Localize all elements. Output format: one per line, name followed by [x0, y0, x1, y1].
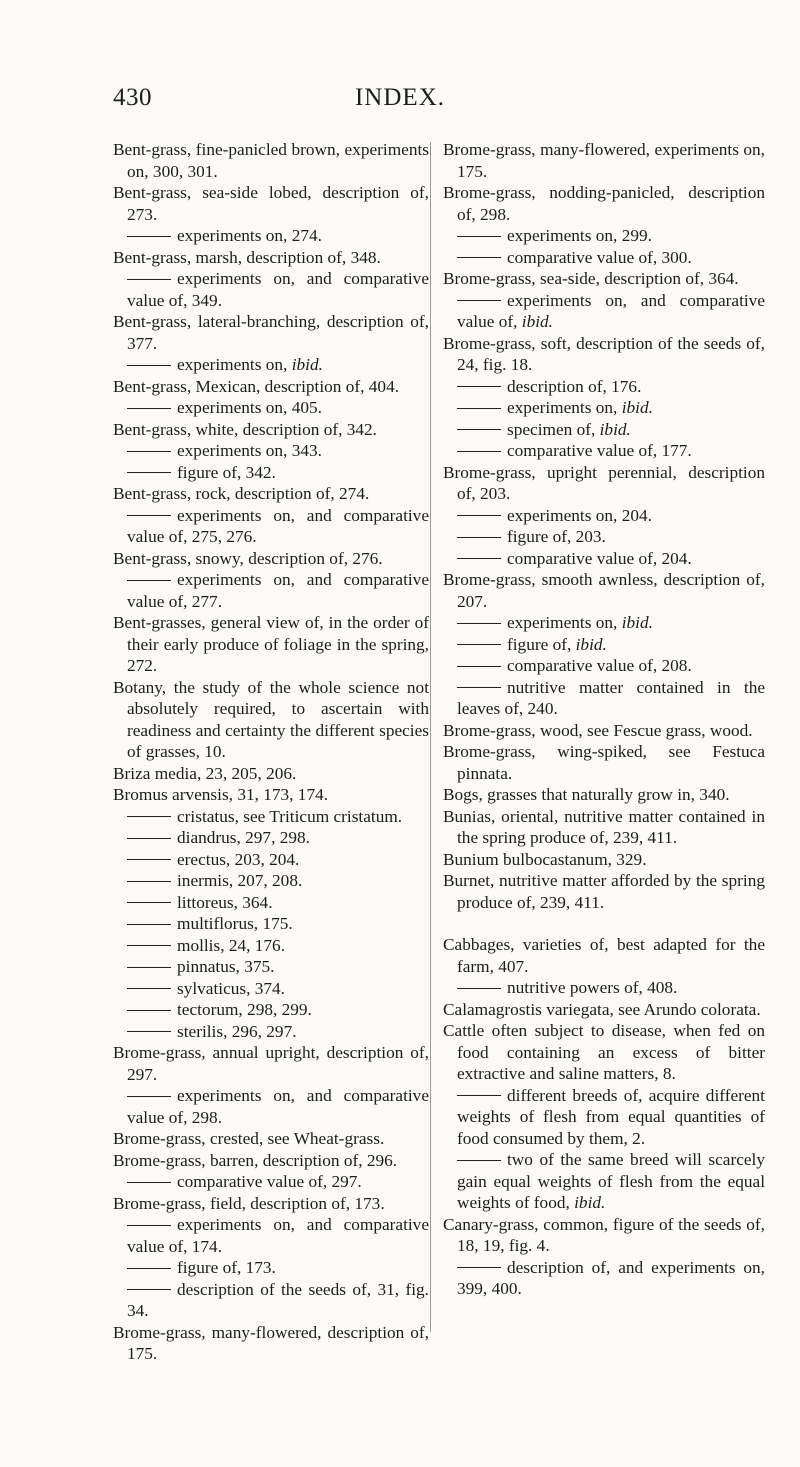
entry-text: Brome-grass, barren, description of, 296. — [113, 1150, 398, 1170]
index-entry — [113, 247, 429, 269]
entry-text: Bent-grass, sea-side lobed, description of, 273. — [113, 183, 429, 224]
index-subentry — [443, 397, 765, 419]
entry-text: Bent-grass, white, description of, 342. — [113, 419, 377, 439]
entry-text: multiflorus, 175. — [177, 914, 293, 933]
index-subentry — [113, 440, 429, 462]
index-entry — [443, 1214, 765, 1257]
index-entry — [443, 569, 765, 612]
entry-text: Brome-grass, smooth awnless, description of, 207. — [443, 570, 765, 611]
index-subentry — [443, 677, 765, 720]
ditto-dash — [127, 924, 171, 925]
index-subentry — [113, 978, 429, 1000]
entry-text: experiments on, 299. — [507, 226, 652, 245]
index-subentry — [443, 225, 765, 247]
ditto-dash — [457, 451, 501, 452]
ditto-dash — [127, 472, 171, 473]
ditto-dash — [457, 386, 501, 387]
index-subentry — [443, 376, 765, 398]
index-entry — [443, 741, 765, 784]
entry-text: Bent-grass, marsh, description of, 348. — [113, 247, 381, 267]
index-column-left — [113, 139, 429, 1365]
ditto-dash — [457, 515, 501, 516]
entry-text: Brome-grass, soft, description of the seeds of, 24, fig. 18. — [443, 333, 765, 374]
index-entry — [113, 1322, 429, 1365]
index-subentry — [113, 397, 429, 419]
index-subentry — [443, 526, 765, 548]
index-subentry — [113, 913, 429, 935]
index-entry — [113, 139, 429, 182]
entry-text: experiments on, 274. — [177, 226, 322, 245]
entry-text: Bunias, oriental, nutritive matter contained in the spring produce of, 239, 411. — [443, 806, 765, 847]
entry-text: Bent-grass, Mexican, description of, 404. — [113, 376, 400, 396]
index-subentry — [443, 1149, 765, 1214]
index-entry — [443, 333, 765, 376]
index-subentry — [443, 612, 765, 634]
ditto-dash — [457, 644, 501, 645]
index-entry — [443, 934, 765, 977]
index-entry — [113, 1042, 429, 1085]
entry-text: description of, 176. — [507, 376, 642, 396]
entry-text: Bogs, grasses that naturally grow in, 340. — [443, 785, 730, 804]
entry-text: Brome-grass, upright perennial, description of, 203. — [443, 462, 765, 503]
ditto-dash — [127, 816, 171, 817]
ditto-dash — [127, 1268, 171, 1269]
index-entry — [113, 612, 429, 677]
entry-text: mollis, 24, 176. — [177, 935, 286, 955]
index-entry — [443, 1020, 765, 1085]
ditto-dash — [127, 902, 171, 903]
entry-text: Bent-grass, rock, description of, 274. — [113, 484, 370, 503]
index-subentry — [113, 268, 429, 311]
index-subentry — [113, 849, 429, 871]
entry-text: experiments on, 343. — [177, 441, 322, 460]
ditto-dash — [457, 408, 501, 409]
entry-text: Botany, the study of the whole science not absolutely required, to ascertain with readiness and certainty the different species of grasses, 10. — [113, 677, 429, 761]
index-entry — [443, 999, 765, 1021]
ditto-dash — [127, 1031, 171, 1032]
index-subentry — [443, 505, 765, 527]
entry-ibid: ibid. — [621, 398, 653, 417]
index-entry — [113, 763, 429, 785]
ditto-dash — [457, 537, 501, 538]
entry-text: description of, and experiments on, 399, 400. — [457, 1257, 765, 1298]
ditto-dash — [127, 881, 171, 882]
entry-text: nutritive matter contained in the leaves of, 240. — [457, 677, 765, 718]
ditto-dash — [457, 300, 501, 301]
entry-text: Brome-grass, nodding-panicled, description of, 298. — [443, 183, 765, 224]
entry-text: comparative value of, 208. — [507, 656, 692, 675]
page-number: 430 — [113, 84, 152, 111]
ditto-dash — [127, 1225, 171, 1226]
entry-ibid: ibid. — [599, 419, 631, 439]
index-entry — [443, 720, 765, 742]
index-entry — [113, 311, 429, 354]
entry-text: different breeds of, acquire different weights of flesh from equal quantities of food consumed by them, 2. — [457, 1085, 765, 1148]
index-entry — [113, 548, 429, 570]
entry-text: Brome-grass, field, description of, 173. — [113, 1193, 385, 1213]
entry-text: comparative value of, 297. — [177, 1172, 362, 1191]
ditto-dash — [127, 859, 171, 860]
index-entry — [443, 849, 765, 871]
entry-text: comparative value of, 300. — [507, 247, 692, 267]
entry-text: experiments on, — [177, 355, 292, 374]
index-subentry — [113, 806, 429, 828]
ditto-dash — [127, 279, 171, 280]
ditto-dash — [127, 1289, 171, 1290]
index-subentry — [113, 505, 429, 548]
entry-text: Brome-grass, many-flowered, description of, 175. — [113, 1322, 429, 1363]
entry-text: littoreus, 364. — [177, 892, 273, 912]
index-entry — [443, 870, 765, 913]
entry-ibid: ibid. — [521, 312, 553, 331]
index-subentry — [443, 977, 765, 999]
ditto-dash — [457, 666, 501, 667]
entry-text: erectus, 203, 204. — [177, 849, 300, 869]
index-subentry — [113, 225, 429, 247]
entry-text: experiments on, 204. — [507, 505, 652, 525]
entry-text: experiments on, and comparative value of, 349. — [127, 269, 429, 310]
entry-text: Bromus arvensis, 31, 173, 174. — [113, 785, 329, 804]
index-entry — [113, 182, 429, 225]
entry-text: description of the seeds of, 31, fig. 34. — [127, 1279, 429, 1320]
index-subentry — [113, 1021, 429, 1043]
entry-text: two of the same breed will scarcely gain equal weights of flesh from the equal weights of food, — [457, 1150, 765, 1212]
index-subentry — [443, 655, 765, 677]
entry-text: Brome-grass, annual upright, description of, 297. — [113, 1043, 429, 1084]
index-entry — [113, 419, 429, 441]
entry-text: sterilis, 296, 297. — [177, 1021, 297, 1041]
entry-text: experiments on, and comparative value of, — [457, 290, 765, 331]
entry-text: experiments on, 405. — [177, 398, 322, 417]
entry-text: specimen of, — [507, 419, 600, 439]
index-subentry — [113, 870, 429, 892]
entry-text: Bunium bulbocastanum, 329. — [443, 849, 647, 869]
index-subentry — [113, 1214, 429, 1257]
ditto-dash — [127, 988, 171, 989]
index-entry — [443, 784, 765, 806]
index-subentry — [113, 1171, 429, 1193]
entry-text: experiments on, — [507, 398, 622, 417]
entry-text: tectorum, 298, 299. — [177, 1000, 312, 1019]
ditto-dash — [457, 1095, 501, 1096]
entry-text: Brome-grass, sea-side, description of, 364. — [443, 269, 739, 288]
ditto-dash — [457, 236, 501, 237]
index-subentry — [113, 827, 429, 849]
index-entry — [443, 462, 765, 505]
entry-text: comparative value of, 177. — [507, 441, 692, 460]
entry-text: Briza media, 23, 205, 206. — [113, 763, 297, 783]
ditto-dash — [127, 1096, 171, 1097]
entry-ibid: ibid. — [574, 1193, 606, 1212]
entry-text: experiments on, and comparative value of, 275, 276. — [127, 505, 429, 546]
entry-text: Cabbages, varieties of, best adapted for the farm, 407. — [443, 935, 765, 976]
entry-text: diandrus, 297, 298. — [177, 828, 310, 847]
index-subentry — [113, 569, 429, 612]
entry-text: cristatus, see Triticum cristatum. — [177, 806, 403, 826]
entry-ibid: ibid. — [291, 355, 323, 374]
entry-text: experiments on, — [507, 613, 622, 632]
ditto-dash — [127, 236, 171, 237]
entry-text: Brome-grass, crested, see Wheat-grass. — [113, 1129, 385, 1148]
entry-text: Bent-grasses, general view of, in the order of their early produce of foliage in the spring, 272. — [113, 613, 429, 675]
entry-text: Brome-grass, wing-spiked, see Festuca pinnata. — [443, 742, 765, 783]
ditto-dash — [127, 1182, 171, 1183]
index-entry — [443, 268, 765, 290]
entry-ibid: ibid. — [621, 613, 653, 632]
ditto-dash — [457, 558, 501, 559]
ditto-dash — [127, 365, 171, 366]
index-subentry — [113, 999, 429, 1021]
ditto-dash — [127, 1010, 171, 1011]
entry-text: figure of, 203. — [507, 527, 606, 546]
index-entry — [113, 483, 429, 505]
ditto-dash — [127, 580, 171, 581]
entry-ibid: ibid. — [575, 634, 607, 654]
ditto-dash — [127, 945, 171, 946]
index-subentry — [443, 419, 765, 441]
entry-text: Canary-grass, common, figure of the seeds of, 18, 19, fig. 4. — [443, 1214, 765, 1255]
entry-text: experiments on, and comparative value of, 298. — [127, 1086, 429, 1127]
index-subentry — [113, 1085, 429, 1128]
index-subentry — [443, 1085, 765, 1150]
ditto-dash — [457, 257, 501, 258]
page-header — [0, 84, 800, 124]
entry-text: Bent-grass, fine-panicled brown, experiments on, 300, 301. — [113, 140, 429, 181]
column-divider — [430, 142, 431, 1332]
ditto-dash — [457, 623, 501, 624]
entry-text: Brome-grass, many-flowered, experiments on, 175. — [443, 140, 765, 181]
running-title: INDEX. — [354, 84, 445, 111]
ditto-dash — [457, 988, 501, 989]
index-entry — [113, 1128, 429, 1150]
ditto-dash — [127, 408, 171, 409]
ditto-dash — [457, 687, 501, 688]
entry-text: Brome-grass, wood, see Fescue grass, wood. — [443, 720, 753, 740]
ditto-dash — [127, 515, 171, 516]
index-subentry — [113, 892, 429, 914]
index-entry — [113, 784, 429, 806]
index-subentry — [113, 462, 429, 484]
entry-text: experiments on, and comparative value of, 174. — [127, 1215, 429, 1256]
index-entry — [113, 1193, 429, 1215]
ditto-dash — [127, 967, 171, 968]
index-subentry — [113, 1279, 429, 1322]
entry-text: Burnet, nutritive matter afforded by the spring produce of, 239, 411. — [443, 871, 765, 912]
index-subentry — [113, 956, 429, 978]
entry-text: sylvaticus, 374. — [177, 978, 285, 998]
ditto-dash — [457, 429, 501, 430]
entry-text: figure of, 342. — [177, 462, 276, 482]
index-entry — [443, 806, 765, 849]
entry-text: figure of, — [507, 634, 576, 654]
entry-text: Bent-grass, snowy, description of, 276. — [113, 548, 383, 568]
index-column-right — [443, 139, 765, 1300]
ditto-dash — [457, 1160, 501, 1161]
index-entry — [443, 139, 765, 182]
entry-text: Bent-grass, lateral-branching, description of, 377. — [113, 312, 429, 353]
index-entry — [443, 182, 765, 225]
index-subentry — [443, 440, 765, 462]
index-subentry — [113, 1257, 429, 1279]
entry-text: experiments on, and comparative value of, 277. — [127, 570, 429, 611]
ditto-dash — [457, 1267, 501, 1268]
index-entry — [113, 677, 429, 763]
index-subentry — [443, 548, 765, 570]
index-subentry — [443, 634, 765, 656]
index-subentry — [113, 354, 429, 376]
index-subentry — [443, 247, 765, 269]
section-gap — [443, 913, 765, 934]
entry-text: nutritive powers of, 408. — [507, 978, 678, 997]
index-subentry — [113, 935, 429, 957]
entry-text: figure of, 173. — [177, 1258, 276, 1277]
entry-text: pinnatus, 375. — [177, 957, 275, 976]
index-subentry — [443, 290, 765, 333]
entry-text: Cattle often subject to disease, when fed on food containing an excess of bitter extractive and saline matters, 8. — [443, 1021, 765, 1083]
index-entry — [113, 1150, 429, 1172]
ditto-dash — [127, 838, 171, 839]
index-entry — [113, 376, 429, 398]
entry-text: Calamagrostis variegata, see Arundo colorata. — [443, 999, 761, 1019]
entry-text: comparative value of, 204. — [507, 548, 692, 568]
index-subentry — [443, 1257, 765, 1300]
ditto-dash — [127, 451, 171, 452]
entry-text: inermis, 207, 208. — [177, 871, 303, 890]
